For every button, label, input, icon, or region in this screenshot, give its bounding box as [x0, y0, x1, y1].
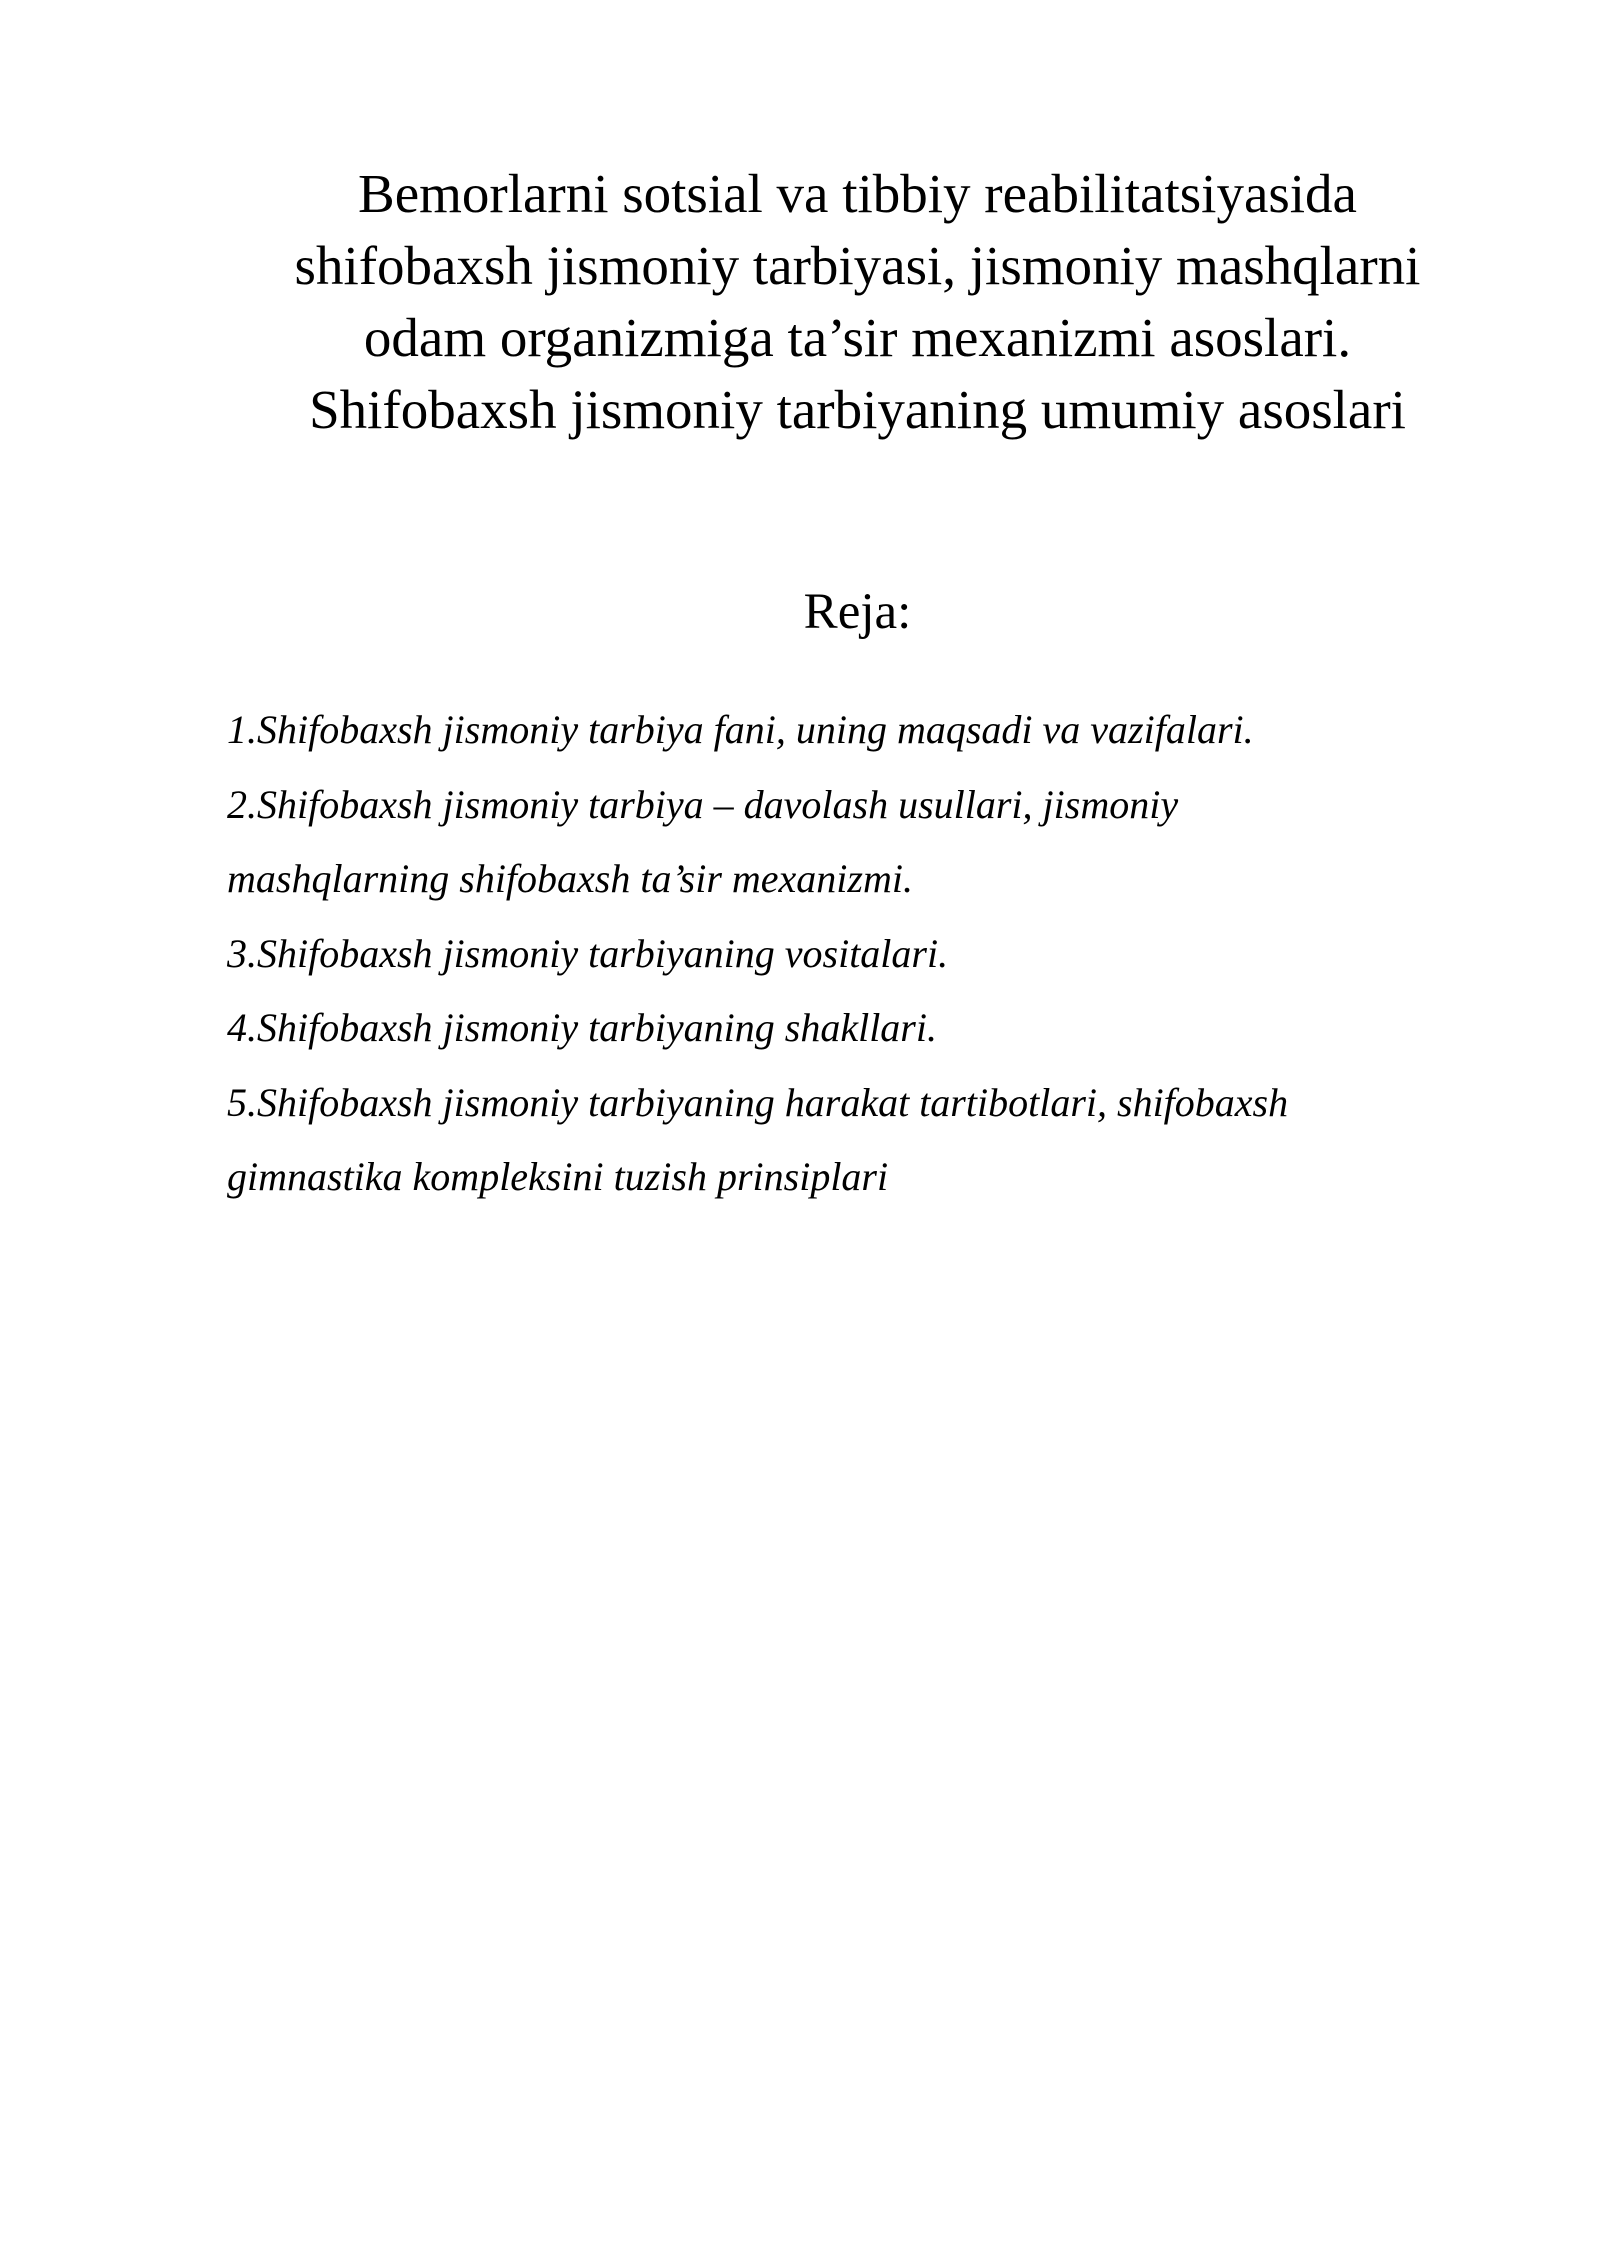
- plan-item-continuation: mashqlarning shifobaxsh ta’sir mexanizmi.: [227, 856, 913, 901]
- title-line: odam organizmiga ta’sir mexanizmi asoslari.: [363, 307, 1352, 368]
- plan-item: 4.Shifobaxsh jismoniy tarbiyaning shakllari.: [227, 1005, 937, 1050]
- plan-item: 3.Shifobaxsh jismoniy tarbiyaning vositalari.: [227, 930, 949, 976]
- title-line: Bemorlarni sotsial va tibbiy reabilitatsiyasida: [358, 163, 1357, 224]
- title-line: Shifobaxsh jismoniy tarbiyaning umumiy asoslari: [309, 379, 1406, 440]
- title-line: shifobaxsh jismoniy tarbiyasi, jismoniy mashqlarni: [294, 235, 1421, 296]
- plan-item-continuation: gimnastika kompleksini tuzish prinsiplari: [227, 1154, 889, 1199]
- plan-item: 5.Shifobaxsh jismoniy tarbiyaning harakat tartibotlari, shifobaxsh: [227, 1079, 1289, 1125]
- document-title: [230, 158, 1485, 446]
- plan-list: [227, 693, 1477, 1215]
- plan-item: 2.Shifobaxsh jismoniy tarbiya – davolash usullari, jismoniy: [227, 781, 1179, 827]
- plan-heading: Reja:: [803, 584, 912, 640]
- plan-item: 1.Shifobaxsh jismoniy tarbiya fani, uning maqsadi va vazifalari.: [227, 707, 1254, 752]
